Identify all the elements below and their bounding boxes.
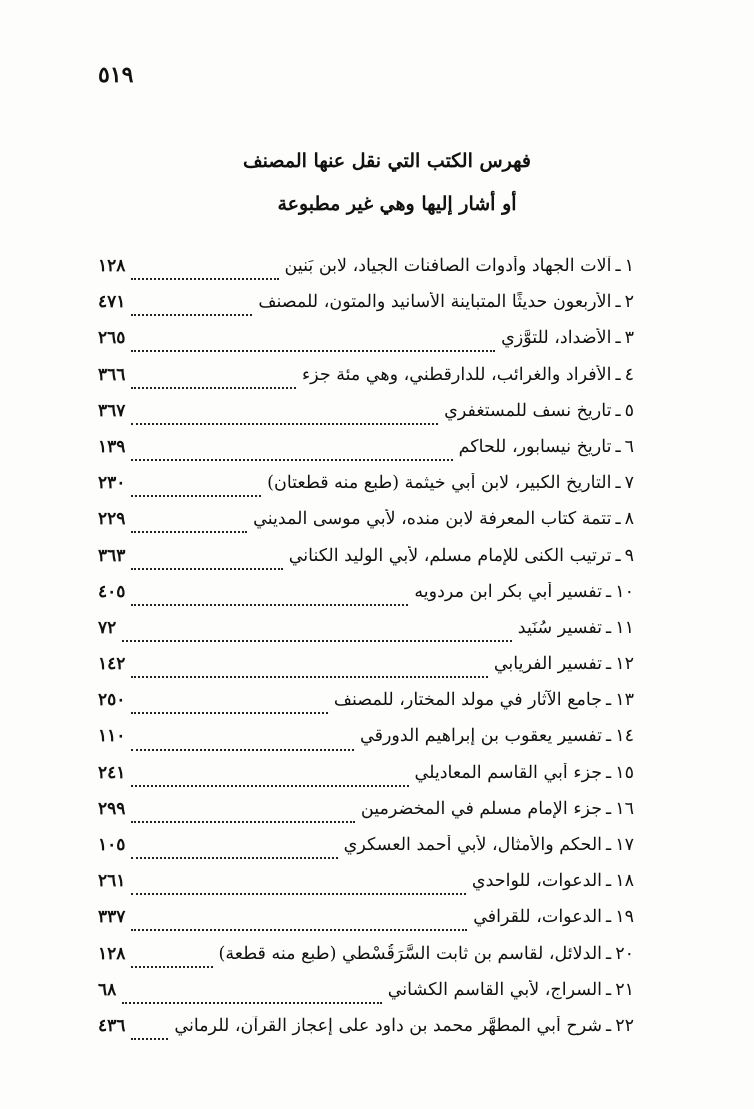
entry-separator: ـ bbox=[606, 726, 612, 747]
index-entry bbox=[98, 690, 634, 726]
dot-leader bbox=[131, 278, 278, 280]
entry-separator: ـ bbox=[606, 871, 612, 892]
entry-separator: ـ bbox=[606, 943, 612, 964]
index-entry bbox=[98, 473, 634, 509]
dot-leader bbox=[131, 387, 296, 389]
dot-leader bbox=[131, 821, 355, 823]
index-entry bbox=[98, 1016, 634, 1052]
entry-number: ٤ bbox=[624, 364, 634, 385]
entry-separator: ـ bbox=[606, 690, 612, 711]
index-entry bbox=[98, 437, 634, 473]
dot-leader bbox=[131, 568, 282, 570]
entry-title: جزء الإمام مسلم في المخضرمين bbox=[360, 798, 603, 819]
entry-page-number: ٣٦٦ bbox=[98, 364, 126, 385]
dot-leader bbox=[131, 314, 252, 316]
entry-title: الدعوات، للواحدي bbox=[471, 871, 603, 892]
entry-separator: ـ bbox=[606, 654, 612, 675]
dot-leader bbox=[131, 495, 261, 497]
entry-page-number: ٢٤١ bbox=[98, 762, 126, 783]
entry-title: الأفراد والغرائب، للدارقطني، وهي مئة جزء bbox=[301, 364, 612, 385]
index-entry bbox=[98, 907, 634, 943]
entry-title: شرح أبي المطهَّر محمد بن داود على إعجاز القرآن، للرماني bbox=[174, 1015, 603, 1036]
index-entry bbox=[98, 365, 634, 401]
entry-number: ٧ bbox=[624, 473, 634, 494]
entry-separator: ـ bbox=[615, 328, 621, 349]
entry-title: الأربعون حديثًا المتباينة الأسانيد والمتون، للمصنف bbox=[258, 292, 612, 313]
dot-leader bbox=[131, 712, 327, 714]
index-title: فهرس الكتب التي نقل عنها المصنف bbox=[242, 150, 531, 172]
entry-page-number: ٢٥٠ bbox=[98, 690, 126, 711]
entry-page-number: ١٤٢ bbox=[98, 654, 126, 675]
entry-page-number: ٢٦١ bbox=[98, 871, 126, 892]
index-entry bbox=[98, 582, 634, 618]
entry-title: تفسير الفريابي bbox=[493, 654, 603, 675]
entry-title: ترتيب الكنى للإمام مسلم، لأبي الوليد الكناني bbox=[288, 545, 612, 566]
dot-leader bbox=[131, 857, 337, 859]
entry-number: ٩ bbox=[624, 545, 634, 566]
entry-page-number: ٤٠٥ bbox=[98, 581, 126, 602]
dot-leader bbox=[131, 893, 466, 895]
entry-title: تاريخ نسف للمستغفري bbox=[444, 400, 612, 421]
index-entry bbox=[98, 944, 634, 980]
entry-page-number: ٢٢٩ bbox=[98, 509, 126, 530]
entry-number: ١٣ bbox=[615, 690, 634, 711]
entry-title: الأضداد، للتوَّزي bbox=[501, 328, 612, 349]
entry-title: التاريخ الكبير، لابن أبي خيثمة (طبع منه قطعتان) bbox=[267, 473, 612, 494]
entry-page-number: ١١٠ bbox=[98, 726, 126, 747]
entry-number: ٨ bbox=[624, 509, 634, 530]
dot-leader bbox=[131, 604, 408, 606]
entry-separator: ـ bbox=[606, 1015, 612, 1036]
entry-page-number: ١٢٨ bbox=[98, 943, 126, 964]
index-entry bbox=[98, 654, 634, 690]
index-entry bbox=[98, 763, 634, 799]
entry-number: ٣ bbox=[624, 328, 634, 349]
index-entry bbox=[98, 401, 634, 437]
entry-page-number: ٣٦٧ bbox=[98, 400, 126, 421]
index-entry bbox=[98, 726, 634, 762]
entry-number: ١ bbox=[624, 256, 634, 276]
dot-leader bbox=[131, 1038, 168, 1040]
entry-number: ٢٢ bbox=[615, 1015, 634, 1036]
index-entry bbox=[98, 546, 634, 582]
dot-leader bbox=[131, 749, 354, 751]
entry-title: السراج، لأبي القاسم الكشاني bbox=[387, 979, 603, 1000]
entry-separator: ـ bbox=[615, 364, 621, 385]
entry-number: ١٩ bbox=[615, 907, 634, 928]
entry-title: الدلائل، لقاسم بن ثابت السَّرَقُسْطي (طبع منه قطعة) bbox=[218, 943, 603, 964]
entry-page-number: ١٢٨ bbox=[98, 256, 126, 276]
entry-separator: ـ bbox=[606, 835, 612, 855]
index-entry bbox=[98, 871, 634, 907]
entry-separator: ـ bbox=[606, 762, 612, 783]
entry-separator: ـ bbox=[615, 509, 621, 530]
entry-page-number: ٤٣٦ bbox=[98, 1015, 126, 1036]
entry-separator: ـ bbox=[615, 400, 621, 421]
entry-page-number: ٧٢ bbox=[98, 617, 117, 638]
dot-leader bbox=[122, 1002, 381, 1004]
entry-number: ٢٠ bbox=[615, 943, 634, 964]
dot-leader bbox=[131, 785, 408, 787]
entry-number: ١٦ bbox=[615, 798, 634, 819]
entry-separator: ـ bbox=[606, 617, 612, 638]
entry-separator: ـ bbox=[606, 979, 612, 1000]
book-index-list bbox=[98, 256, 634, 1052]
index-entry bbox=[98, 799, 634, 835]
entry-title: تفسير سُنَيد bbox=[517, 617, 603, 638]
index-entry bbox=[98, 256, 634, 292]
entry-title: آلات الجهاد وأدوات الصافنات الجياد، لابن بَنين bbox=[284, 256, 612, 276]
entry-separator: ـ bbox=[606, 798, 612, 819]
entry-title: الدعوات، للقرافي bbox=[473, 907, 603, 928]
index-entry bbox=[98, 328, 634, 364]
entry-page-number: ٢٩٩ bbox=[98, 798, 126, 819]
entry-separator: ـ bbox=[606, 581, 612, 602]
entry-page-number: ٢٣٠ bbox=[98, 473, 126, 494]
dot-leader bbox=[131, 350, 495, 352]
entry-number: ٥ bbox=[624, 400, 634, 421]
dot-leader bbox=[131, 459, 452, 461]
entry-title: تفسير أبي بكر ابن مردويه bbox=[414, 581, 603, 602]
entry-title: جزء أبي القاسم المعاديلي bbox=[414, 762, 603, 783]
dot-leader bbox=[131, 929, 467, 931]
entry-page-number: ٦٨ bbox=[98, 979, 117, 1000]
entry-title: جامع الآثار في مولد المختار، للمصنف bbox=[333, 690, 603, 711]
entry-page-number: ١٠٥ bbox=[98, 835, 126, 855]
entry-number: ٢١ bbox=[615, 979, 634, 1000]
dot-leader bbox=[122, 640, 512, 642]
entry-number: ١٥ bbox=[615, 762, 634, 783]
index-entry bbox=[98, 509, 634, 545]
entry-page-number: ٣٦٣ bbox=[98, 545, 126, 566]
page-number: ٥١٩ bbox=[98, 62, 134, 88]
entry-number: ٦ bbox=[624, 436, 634, 457]
dot-leader bbox=[131, 966, 212, 968]
entry-number: ١٠ bbox=[615, 581, 634, 602]
entry-separator: ـ bbox=[615, 545, 621, 566]
entry-number: ١١ bbox=[615, 617, 634, 638]
entry-separator: ـ bbox=[615, 292, 621, 313]
entry-title: تتمة كتاب المعرفة لابن منده، لأبي موسى المديني bbox=[253, 509, 612, 530]
entry-title: تفسير يعقوب بن إبراهيم الدورقي bbox=[360, 726, 603, 747]
entry-separator: ـ bbox=[606, 907, 612, 928]
entry-number: ٢ bbox=[624, 292, 634, 313]
entry-page-number: ١٣٩ bbox=[98, 436, 126, 457]
entry-number: ١٨ bbox=[615, 871, 634, 892]
entry-separator: ـ bbox=[615, 473, 621, 494]
dot-leader bbox=[131, 531, 247, 533]
index-entry bbox=[98, 618, 634, 654]
entry-number: ١٤ bbox=[615, 726, 634, 747]
index-subtitle: أو أشار إليها وهي غير مطبوعة bbox=[277, 193, 517, 215]
entry-page-number: ٢٦٥ bbox=[98, 328, 126, 349]
entry-title: تاريخ نيسابور، للحاكم bbox=[458, 436, 612, 457]
dot-leader bbox=[131, 423, 438, 425]
entry-separator: ـ bbox=[615, 436, 621, 457]
index-entry bbox=[98, 980, 634, 1016]
index-entry bbox=[98, 835, 634, 871]
entry-separator: ـ bbox=[615, 256, 621, 276]
dot-leader bbox=[131, 676, 487, 678]
entry-title: الحكم والأمثال، لأبي أحمد العسكري bbox=[343, 835, 603, 855]
entry-number: ١٧ bbox=[615, 835, 634, 855]
entry-number: ١٢ bbox=[615, 654, 634, 675]
entry-page-number: ٤٧١ bbox=[98, 292, 126, 313]
index-entry bbox=[98, 292, 634, 328]
entry-page-number: ٣٣٧ bbox=[98, 907, 126, 928]
